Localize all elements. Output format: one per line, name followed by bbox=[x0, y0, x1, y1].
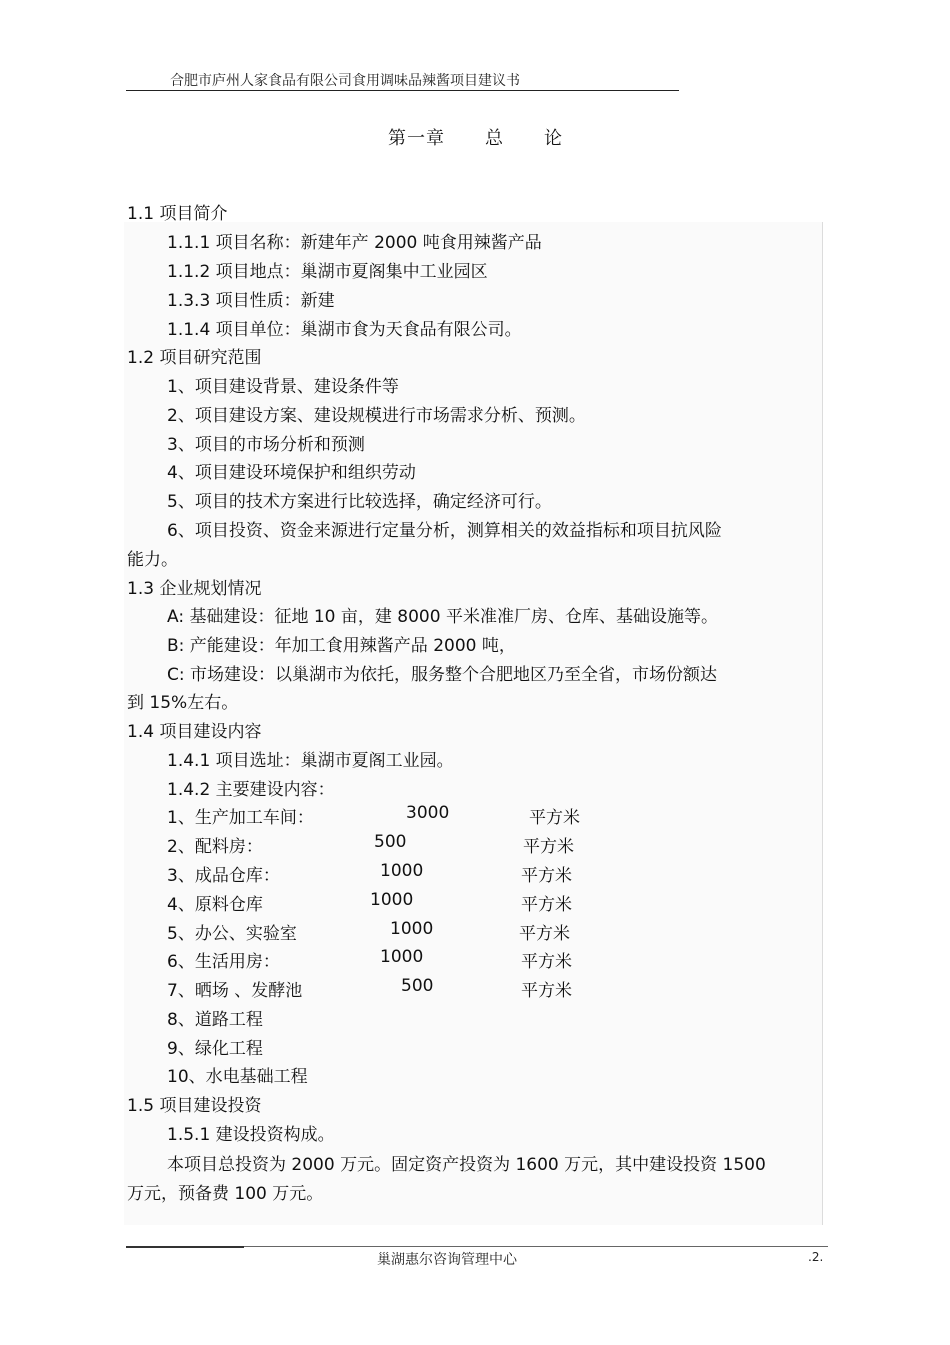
plan-a: A: 基础建设：征地 10 亩，建 8000 平米准准厂房、仓库、基础设施等。 bbox=[167, 607, 718, 627]
row-unit: 平方米 bbox=[523, 837, 574, 857]
row-unit: 平方米 bbox=[529, 808, 580, 828]
construction-item-9: 9、绿化工程 bbox=[167, 1039, 263, 1059]
construction-item-8: 8、道路工程 bbox=[167, 1010, 263, 1030]
footer-org: 巢湖惠尔咨询管理中心 bbox=[377, 1252, 517, 1268]
row-name: 5、办公、实验室 bbox=[167, 924, 297, 944]
chapter-title bbox=[388, 124, 563, 150]
row-area: 1000 bbox=[390, 919, 434, 939]
footer-rule-thick bbox=[126, 1246, 244, 1248]
item-1-4-1: 1.4.1 项目选址：巢湖市夏阁工业园。 bbox=[167, 751, 454, 771]
item-1-1-4: 1.1.4 项目单位：巢湖市食为天食品有限公司。 bbox=[167, 320, 522, 340]
row-area: 3000 bbox=[406, 803, 450, 823]
page-number: .2. bbox=[808, 1250, 824, 1264]
row-unit: 平方米 bbox=[521, 866, 572, 886]
item-1-1-2: 1.1.2 项目地点：巢湖市夏阁集中工业园区 bbox=[167, 262, 488, 282]
footer-rule bbox=[244, 1246, 828, 1247]
chapter-word-1: 总 bbox=[485, 128, 504, 149]
row-name: 6、生活用房： bbox=[167, 952, 280, 972]
item-1-1-1: 1.1.1 项目名称：新建年产 2000 吨食用辣酱产品 bbox=[167, 233, 542, 253]
header-rule bbox=[126, 90, 679, 91]
row-name: 4、原料仓库 bbox=[167, 895, 263, 915]
item-1-4-2: 1.4.2 主要建设内容： bbox=[167, 780, 335, 800]
scope-item-5: 5、项目的技术方案进行比较选择，确定经济可行。 bbox=[167, 492, 552, 512]
row-area: 1000 bbox=[370, 890, 414, 910]
scope-item-3: 3、项目的市场分析和预测 bbox=[167, 435, 365, 455]
scope-item-2: 2、项目建设方案、建设规模进行市场需求分析、预测。 bbox=[167, 406, 586, 426]
row-area: 500 bbox=[374, 832, 407, 852]
row-unit: 平方米 bbox=[521, 895, 572, 915]
plan-c-cont: 到 15%左右。 bbox=[127, 693, 239, 713]
section-heading-1-5: 1.5 项目建设投资 bbox=[127, 1096, 262, 1116]
row-unit: 平方米 bbox=[521, 981, 572, 1001]
scope-item-1: 1、项目建设背景、建设条件等 bbox=[167, 377, 399, 397]
section-heading-1-2: 1.2 项目研究范围 bbox=[127, 348, 262, 368]
row-name: 2、配料房： bbox=[167, 837, 263, 857]
row-area: 1000 bbox=[380, 861, 424, 881]
item-1-5-1: 1.5.1 建设投资构成。 bbox=[167, 1125, 335, 1145]
running-header: 合肥市庐州人家食品有限公司食用调味品辣酱项目建议书 bbox=[170, 73, 520, 89]
investment-paragraph-cont: 万元，预备费 100 万元。 bbox=[127, 1184, 324, 1204]
construction-item-10: 10、水电基础工程 bbox=[167, 1067, 308, 1087]
plan-c: C: 市场建设：以巢湖市为依托，服务整个合肥地区乃至全省，市场份额达 bbox=[167, 665, 718, 685]
item-1-3-3: 1.3.3 项目性质：新建 bbox=[167, 291, 335, 311]
row-name: 7、晒场 、发酵池 bbox=[167, 981, 303, 1001]
chapter-number: 第一章 bbox=[388, 128, 445, 149]
section-heading-1-4: 1.4 项目建设内容 bbox=[127, 722, 262, 742]
scope-item-6-cont: 能力。 bbox=[127, 550, 178, 570]
row-unit: 平方米 bbox=[521, 952, 572, 972]
section-heading-1-1: 1.1 项目简介 bbox=[127, 204, 228, 224]
chapter-word-2: 论 bbox=[544, 128, 563, 149]
row-unit: 平方米 bbox=[519, 924, 570, 944]
plan-b: B: 产能建设：年加工食用辣酱产品 2000 吨， bbox=[167, 636, 516, 656]
right-margin-line bbox=[822, 222, 823, 1225]
row-name: 3、成品仓库： bbox=[167, 866, 280, 886]
section-heading-1-3: 1.3 企业规划情况 bbox=[127, 579, 262, 599]
scope-item-6: 6、项目投资、资金来源进行定量分析，测算相关的效益指标和项目抗风险 bbox=[167, 521, 722, 541]
investment-paragraph: 本项目总投资为 2000 万元。固定资产投资为 1600 万元，其中建设投资 1500 bbox=[167, 1155, 766, 1175]
row-name: 1、生产加工车间： bbox=[167, 808, 314, 828]
scope-item-4: 4、项目建设环境保护和组织劳动 bbox=[167, 463, 416, 483]
row-area: 1000 bbox=[380, 947, 424, 967]
row-area: 500 bbox=[401, 976, 434, 996]
